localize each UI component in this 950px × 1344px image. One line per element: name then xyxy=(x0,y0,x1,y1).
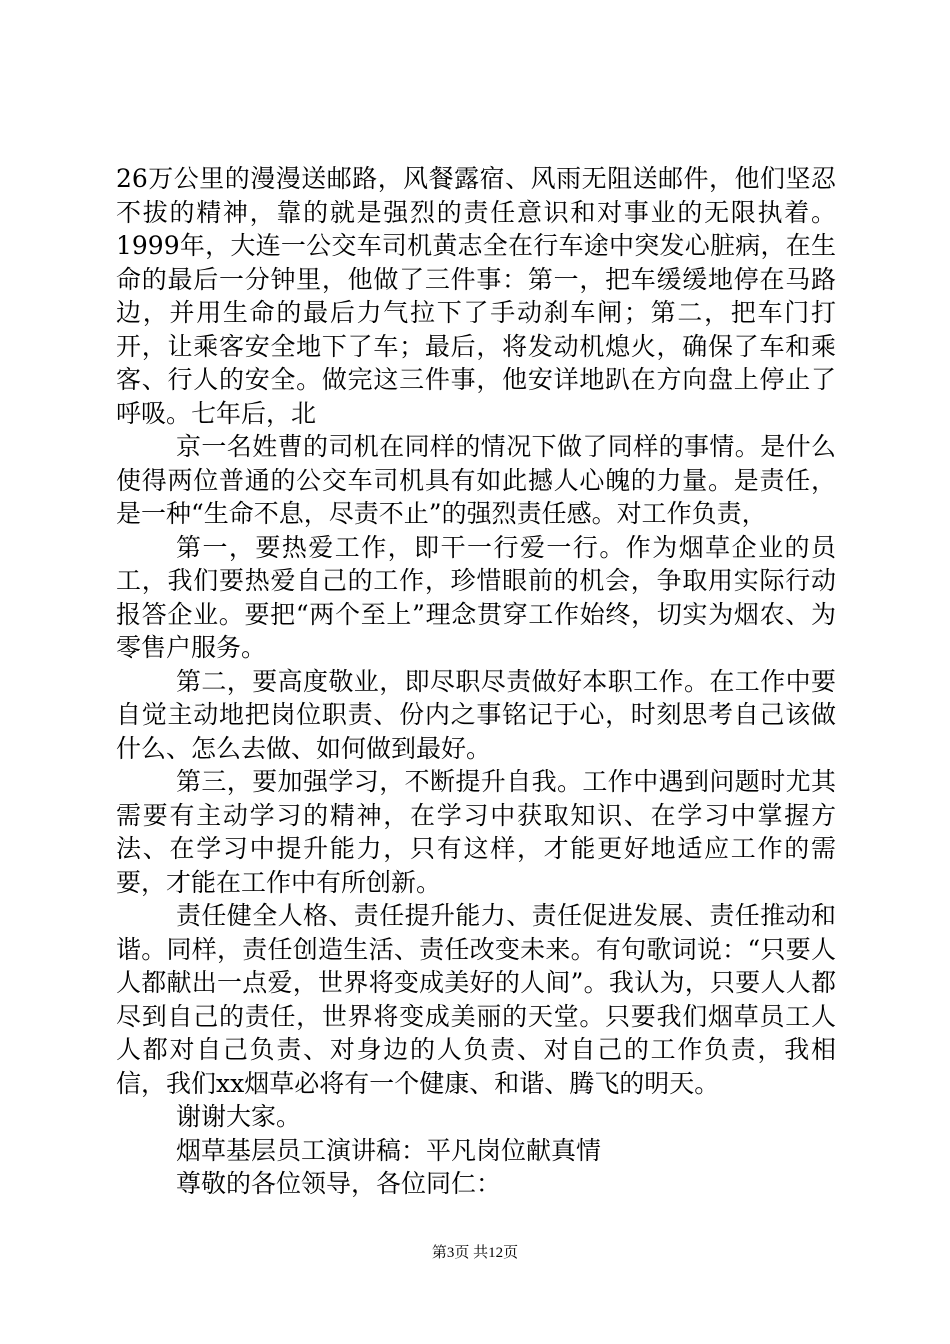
paragraph-1: 26万公里的漫漫送邮路，风餐露宿、风雨无阻送邮件，他们坚忍不拔的精神，靠的就是强烈的责任意识和对事业的无限执着。1999年，大连一公交车司机黄志全在行车途中突发心脏病，在生命的最后一分钟里，他做了三件事：第一，把车缓缓地停在马路边，并用生命的最后力气拉下了手动刹车闸；第二，把车门打开，让乘客安全地下了车；最后，将发动机熄火，确保了车和乘客、行人的安全。做完这三件事，他安详地趴在方向盘上停止了呼吸。七年后，北 xyxy=(116,164,836,428)
next-speech-title: 烟草基层员工演讲稿：平凡岗位献真情 xyxy=(176,1135,602,1165)
page-number-footer: 第3页 共12页 xyxy=(431,1245,519,1261)
closing-thanks: 谢谢大家。 xyxy=(176,1102,302,1131)
salutation: 尊敬的各位领导，各位同仁： xyxy=(176,1169,502,1198)
paragraph-5: 第三，要加强学习，不断提升自我。工作中遇到问题时尤其需要有主动学习的精神，在学习中获取知识、在学习中掌握方法、在学习中提升能力，只有这样，才能更好地适应工作的需要，才能在工作中有所创新。 xyxy=(116,767,836,897)
paragraph-6: 责任健全人格、责任提升能力、责任促进发展、责任推动和谐。同样，责任创造生活、责任改变未来。有句歌词说：“只要人人都献出一点爱，世界将变成美好的人间”。我认为，只要人人都尽到自己的责任，世界将变成美丽的天堂。只要我们烟草员工人人都对自己负责、对身边的人负责、对自己的工作负责，我相信，我们xx烟草必将有一个健康、和谐、腾飞的明天。 xyxy=(116,901,836,1098)
document-body xyxy=(116,162,836,1201)
paragraph-2: 京一名姓曹的司机在同样的情况下做了同样的事情。是什么使得两位普通的公交车司机具有如此撼人心魄的力量。是责任，是一种“生命不息，尽责不止”的强烈责任感。对工作负责， xyxy=(116,432,836,528)
paragraph-3: 第一，要热爱工作，即干一行爱一行。作为烟草企业的员工，我们要热爱自己的工作，珍惜眼前的机会，争取用实际行动报答企业。要把“两个至上”理念贯穿工作始终，切实为烟农、为零售户服务。 xyxy=(116,532,836,662)
paragraph-4: 第二，要高度敬业，即尽职尽责做好本职工作。在工作中要自觉主动地把岗位职责、份内之事铭记于心，时刻思考自己该做什么、怎么去做、如何做到最好。 xyxy=(116,666,836,763)
